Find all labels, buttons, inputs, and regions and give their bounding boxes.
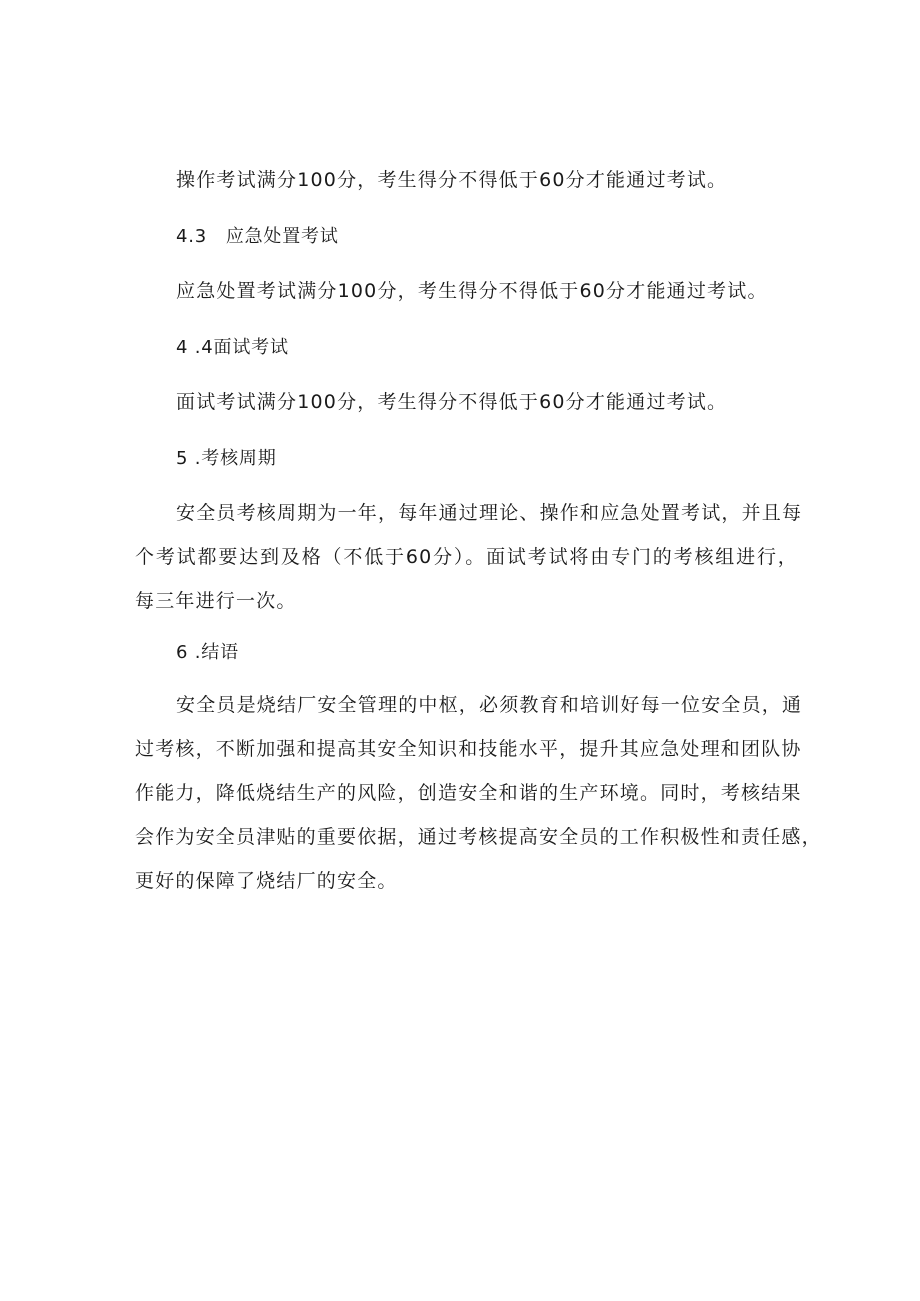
conclusion-line: 作能力，降低烧结生产的风险，创造安全和谐的生产环境。同时，考核结果 bbox=[135, 782, 802, 804]
conclusion-line: 更好的保障了烧结厂的安全。 bbox=[135, 870, 398, 892]
operation-exam-text: 操作考试满分100分，考生得分不得低于60分才能通过考试。 bbox=[176, 169, 728, 191]
assessment-cycle-heading: 5 .考核周期 bbox=[176, 448, 277, 469]
interview-exam-text: 面试考试满分100分，考生得分不得低于60分才能通过考试。 bbox=[176, 391, 728, 413]
emergency-exam-text: 应急处置考试满分100分，考生得分不得低于60分才能通过考试。 bbox=[176, 280, 768, 302]
emergency-exam-heading: 4.3 应急处置考试 bbox=[176, 226, 339, 247]
conclusion-line: 过考核，不断加强和提高其安全知识和技能水平，提升其应急处理和团队协 bbox=[135, 738, 802, 760]
conclusion-line: 安全员是烧结厂安全管理的中枢，必须教育和培训好每一位安全员，通 bbox=[176, 694, 803, 716]
assessment-cycle-line: 每三年进行一次。 bbox=[135, 590, 297, 612]
assessment-cycle-line: 安全员考核周期为一年，每年通过理论、操作和应急处置考试，并且每 bbox=[176, 502, 803, 524]
interview-exam-heading: 4 .4面试考试 bbox=[176, 337, 289, 358]
conclusion-line: 会作为安全员津贴的重要依据，通过考核提高安全员的工作积极性和责任感， bbox=[135, 826, 822, 848]
assessment-cycle-line: 个考试都要达到及格（不低于60分）。面试考试将由专门的考核组进行， bbox=[135, 546, 798, 568]
conclusion-heading: 6 .结语 bbox=[176, 642, 239, 663]
